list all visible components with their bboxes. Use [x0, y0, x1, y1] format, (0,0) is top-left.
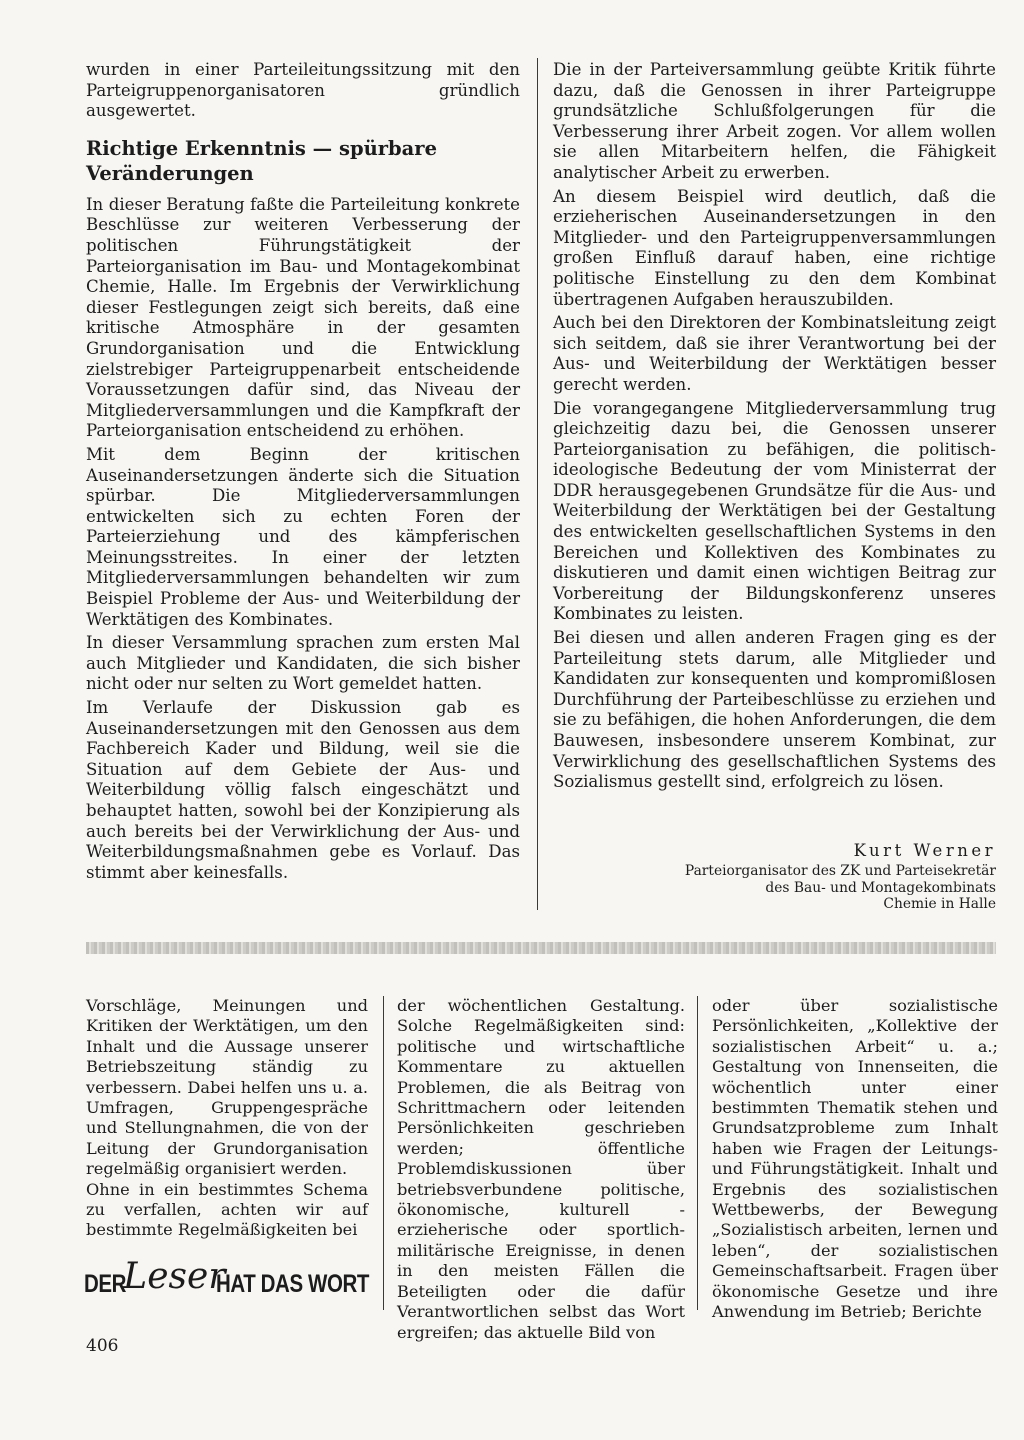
paragraph: Die in der Parteiversammlung geübte Kritik führte dazu, daß die Genossen in ihrer Parteigruppe grundsätzliche Schlußfolgerungen für die Verbesserung ihrer Arbeit zogen. Vor allem wollen sie allen Mitarbeitern helfen, die Fähigkeit analytischer Arbeit zu erwerben.	[553, 60, 996, 182]
author-role: Parteiorganisator des ZK und Parteisekretär	[684, 862, 996, 879]
column-divider	[383, 996, 384, 1310]
bottom-column-3	[712, 996, 998, 1323]
paragraph: Im Verlaufe der Diskussion gab es Auseinandersetzungen mit den Genossen aus dem Fachbereich Kader und Bildung, weil sie die Situation auf dem Gebiete der Aus- und Weiterbildung völlig falsch eingeschätzt und behauptet hatten, sowohl bei der Konzipierung als auch bereits bei der Verwirklichung der Aus- und Weiterbildungsmaßnahmen gebe es Vorlauf. Das stimmt aber keinesfalls.	[86, 698, 520, 882]
paragraph: In dieser Beratung faßte die Parteileitung konkrete Beschlüsse zur weiteren Verbesserung der politischen Führungstätigkeit der Parteiorganisation im Bau- und Montagekombinat Chemie, Halle. Im Ergebnis der Verwirklichung dieser Festlegungen zeigt sich bereits, daß eine kritische Atmosphäre in der gesamten Grundorganisation und die Entwicklung zielstrebiger Parteigruppenarbeit entscheidende Voraussetzungen dafür sind, das Niveau der Mitgliederversammlungen und die Kampfkraft der Parteiorganisation entscheidend zu erhöhen.	[86, 194, 520, 441]
section-heading: Richtige Erkenntnis — spürbare Veränderungen	[86, 136, 437, 185]
author-name: Kurt Werner	[853, 841, 996, 860]
paragraph: In dieser Versammlung sprachen zum ersten Mal auch Mitglieder und Kandidaten, die sich bisher nicht oder nur selten zu Wort gemeldet hatten.	[86, 633, 520, 694]
column-divider	[697, 996, 698, 1310]
paragraph: Auch bei den Direktoren der Kombinatsleitung zeigt sich seitdem, daß sie ihrer Verantwortung bei der Aus- und Weiterbildung der Werktätigen besser gerecht werden.	[553, 313, 996, 394]
paragraph: An diesem Beispiel wird deutlich, daß die erzieherischen Auseinandersetzungen in den Mitglieder- und den Parteigruppenversammlungen großen Einfluß darauf haben, eine richtige politische Einstellung zu den dem Kombinat übertragenen Aufgaben herauszubilden.	[553, 186, 996, 309]
author-role: Chemie in Halle	[883, 896, 996, 913]
left-article-column	[86, 60, 520, 886]
paragraph: der wöchentlichen Gestaltung. Solche Regelmäßigkeiten sind: politische und wirtschaftliche Kommentare zu aktuellen Problemen, die als Beitrag von Schrittmachern oder leitenden Persönlichkeiten geschrieben werden; öffentliche Problemdiskussionen über betriebsverbundene politische, ökonomische, kulturell - erzieherische oder sportlich-militärische Ereignisse, in denen in den meisten Fällen die Beteiligten oder die dafür Verantwortlichen selbst das Wort ergreifen; das aktuelle Bild von	[397, 996, 685, 1342]
column-divider	[537, 58, 538, 910]
author-role: des Bau- und Montagekombinats	[765, 879, 996, 896]
paragraph: Die vorangegangene Mitgliederversammlung trug gleichzeitig dazu bei, die Genossen unserer Parteiorganisation zu befähigen, die politisch-ideologische Bedeutung der vom Ministerrat der DDR herausgegebenen Grundsätze für die Aus- und Weiterbildung der Werktätigen bei der Gestaltung des entwickelten gesellschaftlichen Systems in den Bereichen und Kollektiven des Kombinates zu diskutieren und damit einen wichtigen Beitrag zur Vorbereitung der Bildungskonferenz unseres Kombinates zu leisten.	[553, 398, 996, 624]
paragraph: oder über sozialistische Persönlichkeiten, „Kollektive der sozialistischen Arbeit“ u. a.; Gestaltung von Innenseiten, die wöchentlich unter einer bestimmten Thematik stehen und Grundsatzprobleme zum Inhalt haben wie Fragen der Leitungs- und Führungstätigkeit. Inhalt und Ergebnis des sozialistischen Wettbewerbs, der Bewegung „Sozialistisch arbeiten, lernen und leben“, der sozialistischen Gemeinschaftsarbeit. Fragen über ökonomische Gesetze und ihre Anwendung im Betrieb; Berichte	[712, 996, 998, 1322]
page-number: 406	[86, 1336, 119, 1356]
paragraph: Bei diesen und allen anderen Fragen ging es der Parteileitung stets darum, alle Mitglieder und Kandidaten zur konsequenten und kompromißlosen Durchführung der Parteibeschlüsse zu erziehen und sie zu befähigen, die hohen Anforderungen, die dem Bauwesen, insbesondere unserem Kombinat, zur Verwirklichung des gesellschaftlichen Systems des Sozialismus gestellt sind, erfolgreich zu lösen.	[553, 628, 996, 792]
column-title-script: Leser	[123, 1256, 226, 1297]
author-signature	[600, 843, 996, 913]
section-separator-band	[86, 942, 996, 954]
paragraph: wurden in einer Parteileitungssitzung mit den Parteigruppenorganisatoren gründlich ausgewertet.	[86, 60, 520, 121]
paragraph: Ohne in ein bestimmtes Schema zu verfallen, achten wir auf bestimmte Regelmäßigkeiten bei	[86, 1179, 368, 1240]
bottom-column-1	[86, 996, 368, 1241]
column-title-part: DER	[84, 1270, 127, 1298]
column-title-part: HAT DAS WORT	[215, 1270, 369, 1298]
paragraph: Vorschläge, Meinungen und Kritiken der Werktätigen, um den Inhalt und die Aussage unserer Betriebszeitung ständig zu verbessern. Dabei helfen uns u. a. Umfragen, Gruppengespräche und Stellungnahmen, die von der Leitung der Grundorganisation regelmäßig organisiert werden.	[86, 996, 368, 1179]
column-title-logo	[84, 1256, 369, 1309]
paragraph: Mit dem Beginn der kritischen Auseinandersetzungen änderte sich die Situation spürbar. Die Mitgliederversammlungen entwickelten sich zu echten Foren der Parteierziehung und des kämpferischen Meinungsstreites. In einer der letzten Mitgliederversammlungen behandelten wir zum Beispiel Probleme der Aus- und Weiterbildung der Werktätigen des Kombinates.	[86, 444, 520, 629]
bottom-column-2	[397, 996, 685, 1343]
right-article-column	[553, 60, 996, 796]
